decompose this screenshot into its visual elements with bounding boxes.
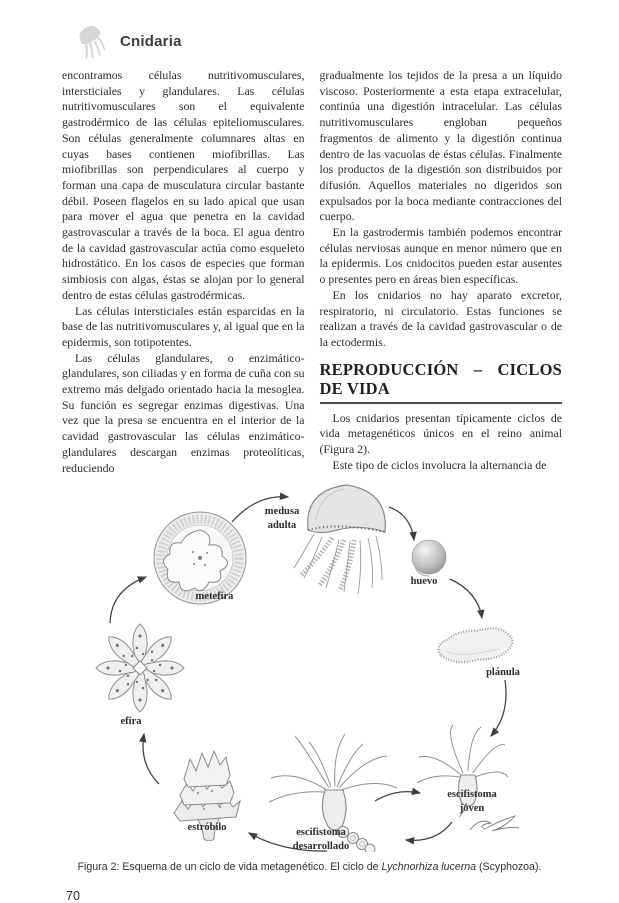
label-escifistoma-joven: escifistoma jóven [447,789,497,814]
paragraph: gradualmente los tejidos de la presa a un líquido viscoso. Posteriormente a esta etapa extracelular, continúa una digestión intracelular. Las células nutritivomusculares engloban pequeños fragmentos de alimento y la digestión continua dentro de las vacuolas de éstas células. Finalmente los productos de la digestión son distribuidos por difusión. Aquellos materiales no digeridos son expulsados por la boca mediante contracciones del cuerpo. [319,68,562,224]
heading-rule [320,402,563,404]
medusa-adulta-illustration [292,480,397,600]
caption-prefix: Figura 2: Esquema de un ciclo de vida metagenético. El ciclo de [77,861,382,874]
paragraph: Este tipo de ciclos involucra la alternancia de [332,457,547,472]
paragraph: Las células glandulares, o enzimático-glandulares, son ciliadas y en forma de cuña con su extremo más delgado orientado hacia la mesoglea. Su función es segregar enzimas digestivas. Una vez que la presa se encuentra en el interior de la cavidad gastrovascular las células enzimático-glandulares descargan enzimas proteolíticas, reduciendo [62,350,305,475]
paragraph: En los cnidarios no hay aparato excretor, respiratorio, ni circulatorio. Estas funciones se realizan a través de la cavidad gastrovascular o de la ectodermis. [319,287,562,349]
label-escifistoma-desarrollado: escifistoma desarrollado [292,827,350,852]
caption-suffix: (Scyphozoa). [476,861,542,874]
caption-species-name: Lychnorhiza lucerna [381,861,477,874]
label-medusa-adulta: medusa adulta [264,506,300,531]
chapter-header [0,20,619,62]
page-number: 70 [66,889,80,903]
paragraph: encontramos células nutritivomusculares, intersticiales y glandulares. Las células nutritivomusculares son el equivalente gastrodérmico de las células epiteliomusculares. Son células generalmente columnares altas en cuyas bases contienen miofibrillas. Las miofibrillas son perpendiculares al cuerpo y forman una capa de musculatura circular bastante débil. Poseen flagelos en su lado apical que usan para mover el agua que penetra en la cavidad gastrovascular a través de la boca. El agua dentro de la cavidad gastrovascular actúa como esqueleto hidrostático. En los casos de especies que forman simbiosis con algas, éstas se alojan por lo general dentro de estas células gastrodérmicas. [62,68,305,302]
text-columns [0,62,619,476]
section-heading: REPRODUCCIÓN – CICLOS DE VIDA [319,359,562,398]
figure-2-life-cycle [0,480,619,852]
figure-caption [0,861,619,873]
label-efira: efira [120,716,142,728]
paragraph: Las células intersticiales están esparcidas en la base de las nutritivomusculares y, al igual que en la epidermis, son totipotentes. [62,303,305,349]
efira-illustration [90,618,190,718]
label-estrobilo: estróbilo [187,822,227,834]
paragraph: En la gastrodermis también podemos encontrar células nerviosas aunque en menor número que en la epidermis. Los cnidocitos pueden estar ausentes o presentes pero en áreas bien específicas. [319,225,562,287]
label-huevo: huevo [410,576,438,588]
jellyfish-icon [72,21,112,61]
label-planula: plánula [486,667,520,679]
chapter-title: Cnidaria [120,32,182,50]
label-metefira: metefira [195,591,234,603]
left-column [62,68,305,476]
paragraph: Los cnidarios presentan típicamente ciclos de vida metagenéticos únicos en el reino animal (Figura 2). [319,410,562,457]
right-column [320,68,563,476]
